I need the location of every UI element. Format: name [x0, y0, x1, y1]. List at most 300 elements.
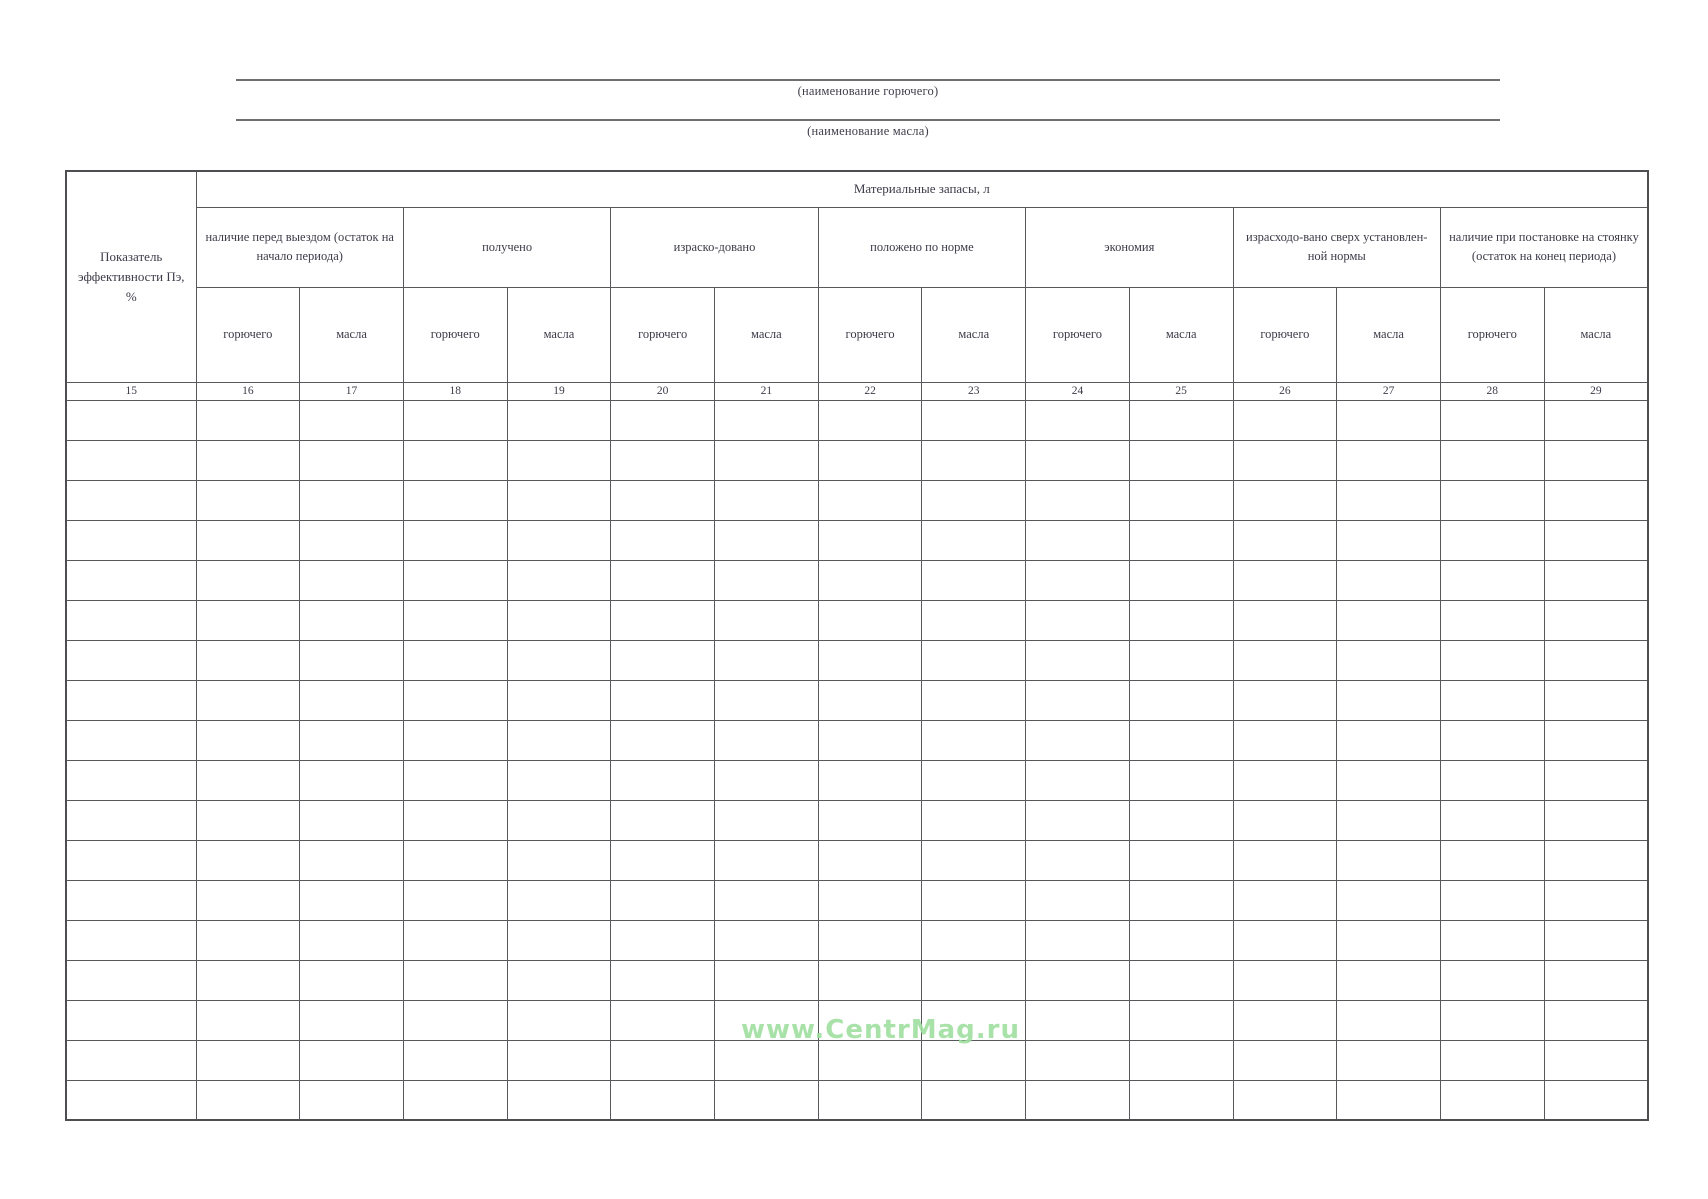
body-cell — [1129, 560, 1233, 600]
body-cell — [1233, 960, 1337, 1000]
body-cell — [1026, 720, 1130, 760]
group-header-before-departure: наличие перед выездом (остаток на начало периода) — [196, 207, 403, 287]
body-row — [66, 560, 1648, 600]
body-cell — [818, 720, 922, 760]
body-cell — [611, 800, 715, 840]
body-cell — [403, 640, 507, 680]
body-cell — [611, 520, 715, 560]
body-cell — [196, 960, 300, 1000]
body-cell — [300, 1080, 404, 1120]
body-cell — [300, 640, 404, 680]
body-cell — [196, 760, 300, 800]
body-cell — [1129, 1080, 1233, 1120]
body-cell — [507, 1080, 611, 1120]
body-cell — [922, 960, 1026, 1000]
body-cell — [715, 440, 819, 480]
body-cell — [1026, 1000, 1130, 1040]
group-header-per-norm: положено по норме — [818, 207, 1025, 287]
body-cell — [403, 1040, 507, 1080]
body-cell — [1337, 520, 1441, 560]
body-cell — [300, 1040, 404, 1080]
oil-name-blank-line — [236, 119, 1500, 121]
body-row — [66, 1080, 1648, 1120]
fuel-name-blank-line — [236, 79, 1500, 81]
body-cell — [611, 920, 715, 960]
body-cell — [300, 760, 404, 800]
body-cell — [196, 600, 300, 640]
body-cell — [196, 880, 300, 920]
body-cell — [1440, 840, 1544, 880]
body-cell — [196, 840, 300, 880]
body-cell — [922, 560, 1026, 600]
body-row — [66, 440, 1648, 480]
body-cell — [507, 1000, 611, 1040]
body-cell — [1129, 520, 1233, 560]
body-cell — [1026, 480, 1130, 520]
body-cell — [715, 720, 819, 760]
body-cell — [818, 880, 922, 920]
body-cell — [196, 440, 300, 480]
body-cell — [922, 520, 1026, 560]
body-cell — [1337, 1000, 1441, 1040]
body-cell — [715, 600, 819, 640]
fuel-name-caption: (наименование горючего) — [797, 84, 939, 98]
body-cell — [1544, 600, 1648, 640]
body-cell — [66, 560, 196, 600]
body-cell — [1233, 1000, 1337, 1040]
body-row — [66, 520, 1648, 560]
body-cell — [1026, 760, 1130, 800]
body-cell — [1440, 1040, 1544, 1080]
body-cell — [507, 800, 611, 840]
body-cell — [922, 800, 1026, 840]
body-cell — [611, 880, 715, 920]
body-cell — [818, 560, 922, 600]
body-cell — [1544, 400, 1648, 440]
body-row — [66, 960, 1648, 1000]
body-cell — [715, 480, 819, 520]
column-number: 28 — [1440, 382, 1544, 400]
body-cell — [507, 840, 611, 880]
body-cell — [715, 520, 819, 560]
body-cell — [300, 480, 404, 520]
body-cell — [1544, 1080, 1648, 1120]
body-cell — [1129, 640, 1233, 680]
table-title: Материальные запасы, л — [196, 171, 1648, 207]
body-cell — [507, 560, 611, 600]
body-cell — [922, 760, 1026, 800]
body-cell — [1129, 680, 1233, 720]
body-cell — [1440, 400, 1544, 440]
body-cell — [1233, 480, 1337, 520]
body-cell — [818, 640, 922, 680]
body-cell — [1337, 800, 1441, 840]
body-cell — [818, 840, 922, 880]
body-cell — [66, 640, 196, 680]
body-cell — [1129, 1040, 1233, 1080]
body-cell — [1544, 840, 1648, 880]
subcol-header-oil: масла — [1544, 287, 1648, 382]
body-cell — [66, 480, 196, 520]
body-cell — [611, 400, 715, 440]
body-cell — [403, 560, 507, 600]
body-cell — [922, 480, 1026, 520]
body-cell — [818, 520, 922, 560]
body-row — [66, 760, 1648, 800]
body-cell — [715, 960, 819, 1000]
body-cell — [300, 920, 404, 960]
body-cell — [196, 1080, 300, 1120]
body-cell — [300, 400, 404, 440]
body-cell — [403, 440, 507, 480]
body-cell — [1544, 960, 1648, 1000]
body-cell — [300, 800, 404, 840]
body-cell — [507, 400, 611, 440]
body-cell — [611, 1080, 715, 1120]
column-number: 27 — [1337, 382, 1441, 400]
body-cell — [715, 880, 819, 920]
body-cell — [1129, 600, 1233, 640]
subcol-header-oil: масла — [1129, 287, 1233, 382]
body-cell — [611, 560, 715, 600]
body-cell — [1440, 640, 1544, 680]
body-cell — [1129, 720, 1233, 760]
body-cell — [1440, 600, 1544, 640]
body-cell — [715, 840, 819, 880]
body-cell — [1026, 600, 1130, 640]
body-cell — [1233, 920, 1337, 960]
body-cell — [1026, 640, 1130, 680]
body-cell — [818, 960, 922, 1000]
body-cell — [818, 1040, 922, 1080]
subcol-header-fuel: горючего — [1233, 287, 1337, 382]
body-cell — [403, 800, 507, 840]
body-cell — [1233, 720, 1337, 760]
body-cell — [818, 400, 922, 440]
body-cell — [1233, 800, 1337, 840]
body-row — [66, 720, 1648, 760]
subcol-header-oil: масла — [300, 287, 404, 382]
body-cell — [1129, 800, 1233, 840]
body-cell — [1544, 880, 1648, 920]
body-cell — [66, 920, 196, 960]
column-number: 24 — [1026, 382, 1130, 400]
column-number: 29 — [1544, 382, 1648, 400]
body-cell — [403, 720, 507, 760]
body-cell — [1026, 1080, 1130, 1120]
body-cell — [403, 680, 507, 720]
body-cell — [507, 720, 611, 760]
body-cell — [66, 680, 196, 720]
body-cell — [818, 760, 922, 800]
body-cell — [1233, 560, 1337, 600]
body-cell — [1026, 920, 1130, 960]
body-cell — [1233, 520, 1337, 560]
body-cell — [1440, 1000, 1544, 1040]
column-number: 26 — [1233, 382, 1337, 400]
body-cell — [66, 1040, 196, 1080]
body-cell — [922, 400, 1026, 440]
body-cell — [300, 600, 404, 640]
body-cell — [300, 720, 404, 760]
body-row — [66, 640, 1648, 680]
body-cell — [1026, 400, 1130, 440]
body-row — [66, 840, 1648, 880]
body-row — [66, 800, 1648, 840]
body-cell — [1026, 840, 1130, 880]
body-cell — [1129, 1000, 1233, 1040]
body-cell — [1544, 680, 1648, 720]
body-cell — [300, 840, 404, 880]
body-row — [66, 680, 1648, 720]
body-cell — [507, 1040, 611, 1080]
body-cell — [1337, 440, 1441, 480]
body-cell — [66, 960, 196, 1000]
body-cell — [403, 960, 507, 1000]
group-header-received: получено — [403, 207, 610, 287]
body-cell — [715, 400, 819, 440]
body-cell — [715, 640, 819, 680]
body-cell — [507, 680, 611, 720]
body-cell — [66, 600, 196, 640]
body-cell — [507, 960, 611, 1000]
body-cell — [1337, 920, 1441, 960]
body-cell — [403, 840, 507, 880]
body-cell — [1233, 840, 1337, 880]
body-cell — [1337, 400, 1441, 440]
column-number: 21 — [715, 382, 819, 400]
body-cell — [196, 720, 300, 760]
body-cell — [196, 560, 300, 600]
group-header-consumed: израско-довано — [611, 207, 818, 287]
body-cell — [1026, 520, 1130, 560]
body-cell — [1129, 480, 1233, 520]
body-cell — [922, 720, 1026, 760]
column-number: 22 — [818, 382, 922, 400]
column-number: 19 — [507, 382, 611, 400]
body-cell — [1440, 520, 1544, 560]
body-cell — [1440, 680, 1544, 720]
body-cell — [1026, 880, 1130, 920]
body-cell — [922, 1080, 1026, 1120]
body-cell — [196, 800, 300, 840]
body-cell — [1544, 800, 1648, 840]
body-cell — [922, 840, 1026, 880]
body-cell — [1026, 680, 1130, 720]
body-cell — [507, 440, 611, 480]
body-cell — [715, 920, 819, 960]
body-cell — [1544, 520, 1648, 560]
body-cell — [1129, 960, 1233, 1000]
body-cell — [1337, 480, 1441, 520]
subcol-header-oil: масла — [1337, 287, 1441, 382]
body-cell — [715, 1040, 819, 1080]
body-cell — [403, 880, 507, 920]
body-cell — [403, 760, 507, 800]
body-cell — [403, 1000, 507, 1040]
column-number: 25 — [1129, 382, 1233, 400]
body-cell — [300, 440, 404, 480]
body-cell — [1337, 720, 1441, 760]
body-cell — [403, 400, 507, 440]
body-cell — [1129, 440, 1233, 480]
subcol-header-fuel: горючего — [1026, 287, 1130, 382]
subcol-header-oil: масла — [715, 287, 819, 382]
body-cell — [507, 520, 611, 560]
body-cell — [196, 400, 300, 440]
body-cell — [1233, 600, 1337, 640]
body-cell — [1544, 1000, 1648, 1040]
body-cell — [922, 1040, 1026, 1080]
body-cell — [1337, 600, 1441, 640]
body-cell — [196, 640, 300, 680]
body-cell — [715, 1080, 819, 1120]
body-cell — [1129, 760, 1233, 800]
body-cell — [1544, 760, 1648, 800]
body-cell — [196, 1040, 300, 1080]
body-cell — [66, 760, 196, 800]
group-header-economy: экономия — [1026, 207, 1233, 287]
body-cell — [1026, 440, 1130, 480]
body-cell — [611, 440, 715, 480]
body-cell — [300, 880, 404, 920]
body-cell — [1337, 1080, 1441, 1120]
body-cell — [507, 880, 611, 920]
body-cell — [300, 1000, 404, 1040]
column-number: 18 — [403, 382, 507, 400]
body-row — [66, 880, 1648, 920]
body-cell — [1233, 760, 1337, 800]
body-cell — [922, 680, 1026, 720]
body-cell — [1026, 560, 1130, 600]
body-row — [66, 480, 1648, 520]
subcol-header-fuel: горючего — [1440, 287, 1544, 382]
subcol-header-oil: масла — [507, 287, 611, 382]
body-cell — [66, 800, 196, 840]
body-cell — [1233, 1040, 1337, 1080]
body-cell — [611, 760, 715, 800]
body-cell — [1337, 880, 1441, 920]
body-cell — [611, 1040, 715, 1080]
body-cell — [1129, 840, 1233, 880]
body-cell — [1026, 800, 1130, 840]
body-cell — [196, 480, 300, 520]
body-cell — [1233, 440, 1337, 480]
body-cell — [1337, 560, 1441, 600]
body-cell — [1337, 840, 1441, 880]
body-cell — [1337, 680, 1441, 720]
body-cell — [1233, 680, 1337, 720]
column-number: 20 — [611, 382, 715, 400]
body-cell — [1440, 1080, 1544, 1120]
efficiency-column-header: Показатель эффективности Пэ, % — [66, 171, 196, 382]
body-cell — [66, 520, 196, 560]
body-cell — [715, 760, 819, 800]
body-cell — [818, 480, 922, 520]
body-cell — [1544, 480, 1648, 520]
body-cell — [1337, 960, 1441, 1000]
group-header-over-norm: израсходо-вано сверх установлен-ной нормы — [1233, 207, 1440, 287]
body-cell — [403, 480, 507, 520]
body-cell — [922, 920, 1026, 960]
subcol-header-fuel: горючего — [403, 287, 507, 382]
body-cell — [66, 400, 196, 440]
body-cell — [1129, 920, 1233, 960]
body-row — [66, 400, 1648, 440]
body-row — [66, 1040, 1648, 1080]
oil-name-caption: (наименование масла) — [807, 124, 929, 138]
body-cell — [196, 1000, 300, 1040]
body-cell — [1440, 920, 1544, 960]
body-cell — [1233, 880, 1337, 920]
body-cell — [1337, 640, 1441, 680]
body-cell — [403, 520, 507, 560]
body-cell — [818, 600, 922, 640]
body-row — [66, 920, 1648, 960]
body-cell — [66, 880, 196, 920]
body-cell — [507, 480, 611, 520]
body-cell — [403, 920, 507, 960]
body-cell — [1233, 640, 1337, 680]
body-cell — [403, 600, 507, 640]
body-cell — [1440, 720, 1544, 760]
body-cell — [1544, 640, 1648, 680]
body-cell — [1544, 720, 1648, 760]
body-cell — [818, 680, 922, 720]
body-cell — [1129, 880, 1233, 920]
group-header-on-parking: наличие при постановке на стоянку (остаток на конец периода) — [1440, 207, 1648, 287]
body-cell — [611, 600, 715, 640]
body-cell — [611, 720, 715, 760]
body-cell — [1026, 1040, 1130, 1080]
subcol-header-oil: масла — [922, 287, 1026, 382]
body-cell — [922, 440, 1026, 480]
body-cell — [1337, 1040, 1441, 1080]
body-cell — [1440, 480, 1544, 520]
body-cell — [403, 1080, 507, 1120]
body-cell — [300, 680, 404, 720]
subcol-header-fuel: горючего — [818, 287, 922, 382]
body-cell — [611, 640, 715, 680]
body-cell — [1440, 800, 1544, 840]
subcol-header-fuel: горючего — [196, 287, 300, 382]
column-number: 16 — [196, 382, 300, 400]
body-cell — [1233, 1080, 1337, 1120]
body-cell — [66, 840, 196, 880]
body-cell — [1440, 560, 1544, 600]
body-cell — [1026, 960, 1130, 1000]
body-cell — [611, 840, 715, 880]
body-cell — [1129, 400, 1233, 440]
body-cell — [196, 680, 300, 720]
body-cell — [300, 520, 404, 560]
body-cell — [715, 560, 819, 600]
body-cell — [1544, 560, 1648, 600]
body-cell — [1440, 880, 1544, 920]
body-cell — [715, 800, 819, 840]
body-cell — [611, 480, 715, 520]
body-cell — [196, 920, 300, 960]
body-cell — [507, 640, 611, 680]
body-cell — [818, 800, 922, 840]
body-cell — [922, 600, 1026, 640]
body-cell — [300, 560, 404, 600]
body-cell — [611, 960, 715, 1000]
body-cell — [818, 1080, 922, 1120]
body-cell — [66, 1000, 196, 1040]
body-cell — [1440, 960, 1544, 1000]
body-cell — [1440, 440, 1544, 480]
